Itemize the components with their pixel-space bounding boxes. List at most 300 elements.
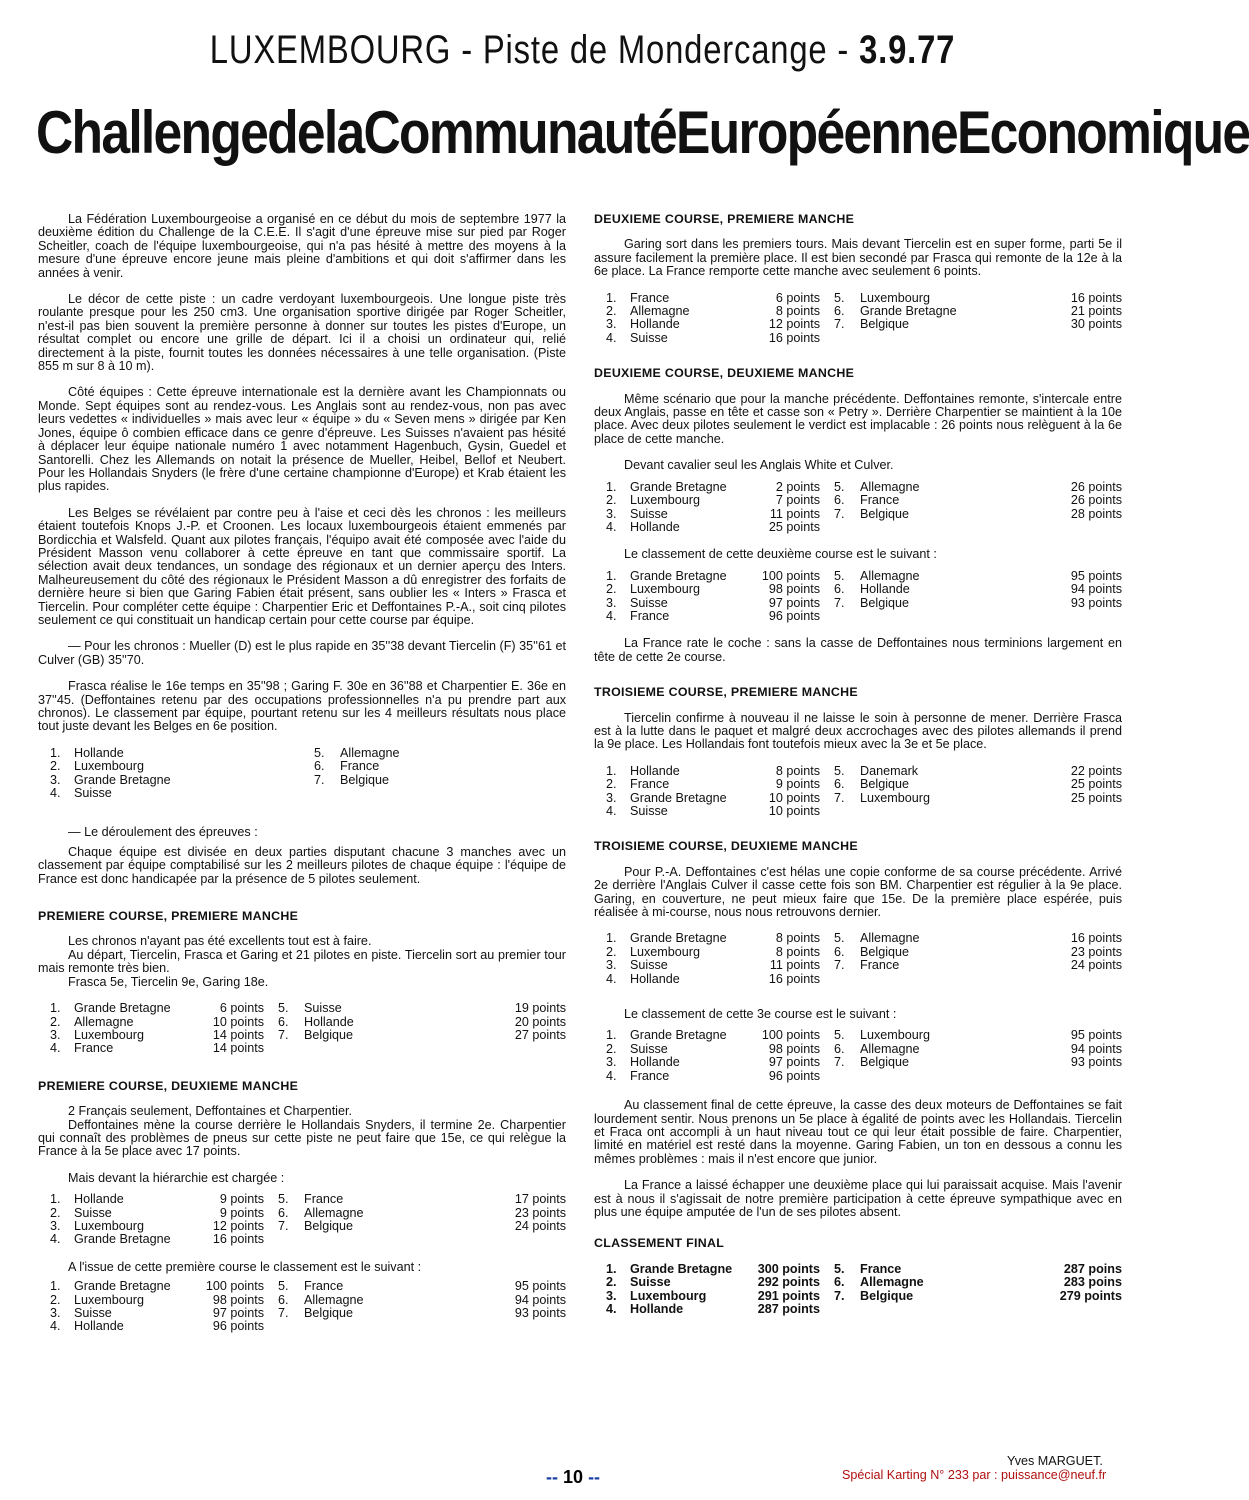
author-signature: Yves MARGUET.	[1007, 1454, 1103, 1468]
left-column	[38, 213, 566, 1348]
cell: Luxembourg	[860, 1028, 931, 1043]
cell: France	[630, 608, 670, 623]
cell: 1.	[50, 1001, 61, 1016]
cell: 100 points	[761, 1028, 820, 1043]
cell: 9 points	[219, 1192, 264, 1207]
cell: 11 points	[769, 958, 820, 973]
table-row	[594, 508, 1122, 521]
cell: 16 points	[212, 1232, 264, 1247]
results-table	[38, 1193, 566, 1247]
cell: 19 points	[514, 1001, 566, 1016]
cell: 7.	[834, 317, 845, 332]
cell: Belgique	[860, 317, 910, 332]
cell: 20 points	[514, 1014, 566, 1029]
paragraph: La Fédération Luxembourgeoise a organisé en ce début du mois de septembre 1977 la deuxième édition du Challenge de la C.E.E. Il s'agit d'une épreuve mise sur pied par Roger Scheitler, coach de l'équipe luxembourgeoise, qui n'a pas hésité à mettre des moyens à la mesure d'une épreuve encore jeune mais pleine d'ambitions et qui doit s'affirmer dans les années à venir.	[38, 212, 566, 280]
cell: 2.	[606, 582, 617, 597]
cell: Grande Bretagne	[630, 790, 727, 805]
cell: 2.	[606, 777, 617, 792]
cell: 7.	[278, 1218, 289, 1233]
results-table	[594, 570, 1122, 624]
table-row	[594, 1276, 1122, 1289]
results-table	[38, 1002, 566, 1056]
cell: 1.	[606, 568, 617, 583]
cell: 4.	[50, 1232, 61, 1247]
cell: 7.	[834, 958, 845, 973]
cell: 24 points	[1070, 958, 1122, 973]
results-table	[38, 1280, 566, 1334]
final-ranking-table	[594, 1263, 1122, 1317]
cell: Luxembourg	[74, 1218, 145, 1233]
cell: 2.	[606, 1275, 617, 1290]
results-table	[594, 292, 1122, 346]
cell: Luxembourg	[630, 582, 701, 597]
cell: Suisse	[74, 1306, 112, 1320]
paragraph: Les chronos n'ayant pas été excellents tout est à faire.	[68, 934, 372, 949]
title-word: Européenne	[675, 99, 957, 166]
cell: 8 points	[775, 931, 820, 946]
table-row	[594, 1056, 1122, 1069]
cell: 1.	[606, 763, 617, 778]
cell: 30 points	[1070, 317, 1122, 332]
paragraph: Au départ, Tiercelin, Frasca et Garing et 21 pilotes en piste. Tiercelin sort au premier tour mais remonte très bien.	[38, 947, 566, 976]
cell: 3.	[606, 1055, 617, 1070]
cell: 9 points	[219, 1205, 264, 1220]
table-row	[594, 778, 1122, 791]
results-table	[594, 765, 1122, 819]
cell: 300 points	[757, 1261, 820, 1276]
cell: Grande Bretagne	[630, 1028, 727, 1043]
cell: Luxembourg	[860, 290, 931, 305]
cell: 97 points	[768, 595, 820, 610]
cell: 1.	[606, 1028, 617, 1043]
paragraph: Le décor de cette piste : un cadre verdoyant luxembourgeois. Une longue piste très roulante presque pour les 250 cm3. Une organisation sportive dirigée par Roger Scheitler, n'est-il pas bien souvent la première personne à donner sur toutes les pistes d'Europe, un résultat complet ou encore une grille de départ. Ici il a choisi un ordinateur qui, relié directement à la piste, fournit toutes les données nécessaires à une telle organisation. (Piste 855 m sur 8 à 10 m).	[38, 292, 566, 374]
cell: 12 points	[212, 1218, 264, 1233]
cell: 8 points	[775, 304, 820, 319]
cell: 10 points	[212, 1014, 264, 1029]
title-word: Communauté	[363, 99, 676, 166]
header-date: 3.9.77	[859, 28, 956, 72]
cell: Luxembourg	[630, 493, 701, 508]
cell: 21 points	[1070, 304, 1122, 319]
cell: 95 points	[1070, 1028, 1122, 1043]
table-row	[594, 805, 1122, 818]
cell: 6.	[834, 777, 845, 792]
cell: 9 points	[775, 777, 820, 792]
cell: 97 points	[768, 1055, 820, 1070]
cell: France	[304, 1279, 344, 1294]
cell: 2.	[606, 1041, 617, 1056]
cell: Grande Bretagne	[630, 479, 727, 494]
paragraph: Le classement de cette deuxième course est le suivant :	[624, 547, 937, 562]
cell: France	[74, 1041, 114, 1056]
cell: 26 points	[1070, 479, 1122, 494]
paragraph: Même scénario que pour la manche précédente. Deffontaines remonte, s'intercale entre deux Anglais, passe en tête et casse son « Petry ». Derrière Charpentier se maintient à la 10e place. Avec deux pilotes seulement le verdict est implacable : 26 points nous relèguent à la 6e place de cette manche.	[594, 391, 1122, 446]
cell: 3.	[50, 1306, 61, 1320]
cell: Grande Bretagne	[74, 772, 171, 787]
table-row	[594, 1263, 1122, 1276]
table-row	[594, 318, 1122, 331]
paragraph: Chaque équipe est divisée en deux parties disputant chacune 3 manches avec un classement par équipe comptabilisé sur les 2 meilleurs pilotes de chaque équipe : l'équipe de France est donc handicapée par la présence de 5 pilotes seulement.	[38, 844, 566, 886]
paragraph: La France rate le coche : sans la casse de Deffontaines nous terminions largement en tête de cette 2e course.	[594, 636, 1122, 664]
page-number-dashes: --	[546, 1467, 558, 1487]
table-row	[38, 1294, 566, 1307]
cell: Belgique	[860, 944, 910, 959]
table-row	[38, 760, 566, 773]
cell: 7 points	[775, 493, 820, 508]
cell: 96 points	[768, 608, 820, 623]
cell: 6 points	[219, 1001, 264, 1016]
table-row	[594, 1043, 1122, 1056]
table-row	[38, 1307, 566, 1320]
cell: France	[860, 958, 900, 973]
cell: Allemagne	[860, 479, 920, 494]
cell: 3.	[50, 1218, 61, 1233]
table-row	[594, 1290, 1122, 1303]
cell: Danemark	[860, 763, 919, 778]
table-row	[594, 1070, 1122, 1083]
cell: Grande Bretagne	[74, 1279, 171, 1294]
cell: 94 points	[1070, 582, 1122, 597]
cell: 17 points	[514, 1192, 566, 1207]
section-heading: PREMIERE COURSE, PREMIERE MANCHE	[38, 909, 299, 924]
cell: 7.	[834, 506, 845, 521]
cell: France	[860, 493, 900, 508]
cell: 94 points	[514, 1292, 566, 1307]
header-location: LUXEMBOURG - Piste de Mondercange -	[209, 28, 850, 72]
cell: 22 points	[1070, 763, 1122, 778]
paragraph: — Pour les chronos : Mueller (D) est le plus rapide en 35''38 devant Tiercelin (F) 35''61 et Culver (GB) 35''70.	[38, 639, 566, 667]
chrono-ranking-table	[38, 747, 566, 801]
page-number-value: 10	[563, 1467, 584, 1487]
cell: Hollande	[630, 1301, 684, 1316]
paragraph: Tiercelin confirme à nouveau il ne laisse le soin à personne de mener. Derrière Frasca est à la lutte dans le paquet et malgré deux accrochages avec des pilotes allemands il prend la 9e place. Les Hollandais font toutefois mieux avec la 3e et 5e place.	[594, 710, 1122, 752]
cell: 28 points	[1070, 506, 1122, 521]
table-row	[594, 481, 1122, 494]
cell: Hollande	[304, 1014, 354, 1029]
cell: 14 points	[212, 1027, 264, 1042]
cell: Grande Bretagne	[630, 1261, 733, 1276]
table-row	[38, 1320, 566, 1333]
cell: 8 points	[775, 944, 820, 959]
cell: Suisse	[630, 958, 668, 973]
cell: 95 points	[1070, 568, 1122, 583]
table-row	[594, 959, 1122, 972]
paragraph: Côté équipes : Cette épreuve internationale est la dernière avant les Championnats ou Monde. Sept équipes sont au rendez-vous. Les Anglais sont au rendez-vous, non pas avec leurs vedettes « individuelles » mais avec leur « équipe » du « Seven mens » dirigée par Ken Jones, équipe ô combien efficace dans ce genre d'épreuve. Les Suisses n'avaient pas hésité à déplacer leur équipe nationale numéro 1 avec notamment Hagenbuch, Gysin, Guedel et Santorelli. Chez les Allemands on notait la présence de Mueller, Heibel, Bellof et Neubert. Pour les Hollandais Snyders (le frère d'une certaine championne d'Europe) et Krab étaient les plus rapides.	[38, 385, 566, 494]
cell: 1.	[606, 1261, 617, 1276]
cell: 25 points	[1070, 790, 1122, 805]
cell: 3.	[606, 595, 617, 610]
cell: 4.	[50, 786, 61, 801]
cell: 5.	[834, 568, 845, 583]
cell: 12 points	[768, 317, 820, 332]
cell: 98 points	[768, 1041, 820, 1056]
cell: Allemagne	[304, 1292, 364, 1307]
cell: 4.	[606, 1068, 617, 1083]
cell: 4.	[606, 330, 617, 345]
cell: Suisse	[74, 1205, 112, 1220]
page-number	[546, 1467, 600, 1488]
cell: Belgique	[860, 1055, 910, 1070]
cell: 4.	[606, 519, 617, 534]
cell: Allemagne	[304, 1205, 364, 1220]
table-row	[594, 305, 1122, 318]
page-header	[105, 28, 1060, 73]
table-row	[594, 292, 1122, 305]
cell: 291 points	[757, 1288, 820, 1303]
paragraph: Frasca 5e, Tiercelin 9e, Garing 18e.	[68, 974, 269, 989]
cell: France	[304, 1192, 344, 1207]
cell: 95 points	[514, 1279, 566, 1294]
cell: 283 poins	[1063, 1275, 1122, 1290]
cell: Hollande	[630, 971, 680, 986]
cell: 3.	[606, 790, 617, 805]
table-row	[38, 1207, 566, 1220]
cell: 16 points	[1070, 931, 1122, 946]
cell: Belgique	[860, 506, 910, 521]
cell: 5.	[834, 1028, 845, 1043]
section-heading: TROISIEME COURSE, PREMIERE MANCHE	[594, 685, 858, 700]
cell: Allemagne	[74, 1014, 134, 1029]
cell: Belgique	[340, 772, 390, 787]
table-row	[594, 570, 1122, 583]
cell: 5.	[834, 931, 845, 946]
cell: 2 points	[775, 479, 820, 494]
cell: 4.	[606, 1301, 617, 1316]
cell: Belgique	[304, 1218, 354, 1233]
cell: 1.	[606, 290, 617, 305]
paragraph: Mais devant la hiérarchie est chargée :	[68, 1170, 285, 1185]
table-row	[594, 973, 1122, 986]
cell: 8 points	[775, 763, 820, 778]
table-row	[594, 521, 1122, 534]
cell: 100 points	[205, 1279, 264, 1294]
page-number-dashes: --	[588, 1467, 601, 1487]
cell: 93 points	[1070, 595, 1122, 610]
cell: 3.	[50, 772, 61, 787]
cell: 93 points	[514, 1306, 566, 1320]
section-heading: DEUXIEME COURSE, DEUXIEME MANCHE	[594, 366, 855, 381]
cell: Luxembourg	[74, 1292, 145, 1307]
cell: Luxembourg	[630, 1288, 707, 1303]
cell: 3.	[606, 317, 617, 332]
cell: 287 poins	[1063, 1261, 1122, 1276]
cell: 10 points	[768, 804, 820, 818]
cell: 5.	[834, 763, 845, 778]
cell: 6.	[834, 1041, 845, 1056]
cell: 25 points	[1070, 777, 1122, 792]
cell: 6 points	[775, 290, 820, 305]
paragraph: Les Belges se révélaient par contre peu à l'aise et ceci dès les chronos : les meilleurs étaient toutefois Knops J.-P. et Croonen. Les locaux luxembourgeois étaient emmenés par Bordicchia et Walsfeld. Quant aux pilotes français, l'équipo avait été composée avec l'aide du Président Masson venu collaborer à cette épreuve en tant que commissaire sportif. La sélection avait deux tendances, un sondage des régionaux et un dernier aperçu des Inters. Malheureusement du côté des régionaux le Président Masson a dû enregistrer des forfaits de dernière heure si bien que Garing Fabien était présent, sans oublier les « Inters » Frasca et Tiercelin. Pour compléter cette équipe : Charpentier Eric et Deffontaines P.-A., soit cinq pilotes seulement ce qui constituait un handicap certain pour cette course par équipe.	[38, 505, 566, 627]
cell: 7.	[834, 1288, 845, 1303]
cell: 7.	[834, 790, 845, 805]
cell: Suisse	[630, 1275, 671, 1290]
cell: 24 points	[514, 1218, 566, 1233]
cell: Hollande	[630, 519, 680, 534]
cell: Grande Bretagne	[860, 304, 957, 319]
results-table	[594, 932, 1122, 986]
cell: Hollande	[74, 1319, 124, 1334]
cell: Allemagne	[630, 304, 690, 319]
section-heading: TROISIEME COURSE, DEUXIEME MANCHE	[594, 839, 858, 854]
cell: Suisse	[630, 595, 668, 610]
cell: 4.	[50, 1319, 61, 1334]
paragraph: Frasca réalise le 16e temps en 35''98 ; Garing F. 30e en 36''88 et Charpentier E. 36e en 37''45. (Deffontaines retenu par des occupations professionnelles n'a pu prendre part aux chronos). Le classement par équipe, pourtant retenu sur les 4 meilleurs résultats nous place tout juste devant les Belges en 6e position.	[38, 679, 566, 734]
cell: Grande Bretagne	[630, 568, 727, 583]
cell: 1.	[606, 479, 617, 494]
right-column	[594, 213, 1122, 1330]
cell: 97 points	[212, 1306, 264, 1320]
cell: Suisse	[630, 506, 668, 521]
title-word: Economique	[956, 99, 1249, 166]
cell: Suisse	[630, 330, 668, 345]
table-row	[594, 332, 1122, 345]
cell: 27 points	[514, 1027, 566, 1042]
cell: 23 points	[1070, 944, 1122, 959]
cell: 7.	[834, 1055, 845, 1070]
cell: 96 points	[768, 1068, 820, 1083]
results-table	[594, 1029, 1122, 1083]
paragraph: La France a laissé échapper une deuxième place qui lui paraissait acquise. Mais l'avenir est à nous il s'agissait de notre première participation à cette épreuve sympathique avec en plus une équipe amputée de l'un de ses pilotes absent.	[594, 1178, 1122, 1219]
cell: 93 points	[1070, 1055, 1122, 1070]
table-row	[38, 1016, 566, 1029]
cell: France	[630, 777, 670, 792]
paragraph: — Le déroulement des épreuves :	[68, 825, 258, 840]
table-row	[38, 1233, 566, 1246]
table-row	[594, 932, 1122, 945]
cell: Hollande	[74, 745, 124, 760]
cell: 14 points	[212, 1041, 264, 1056]
paragraph: A l'issue de cette première course le classement est le suivant :	[68, 1259, 422, 1274]
section-heading: DEUXIEME COURSE, PREMIERE MANCHE	[594, 212, 855, 226]
article-title	[36, 98, 1249, 168]
cell: Hollande	[630, 317, 680, 332]
cell: 98 points	[768, 582, 820, 597]
cell: Allemagne	[340, 745, 400, 760]
cell: 6.	[278, 1014, 289, 1029]
cell: Suisse	[304, 1001, 342, 1016]
cell: 5.	[278, 1001, 289, 1016]
table-row	[38, 747, 566, 760]
cell: 1.	[50, 745, 61, 760]
cell: Suisse	[74, 786, 112, 801]
table-row	[594, 597, 1122, 610]
cell: 16 points	[768, 971, 820, 986]
cell: France	[630, 1068, 670, 1083]
table-row	[38, 1280, 566, 1293]
table-row	[38, 1220, 566, 1233]
cell: 5.	[834, 290, 845, 305]
cell: Hollande	[630, 763, 680, 778]
results-table	[594, 481, 1122, 535]
cell: 94 points	[1070, 1041, 1122, 1056]
cell: 7.	[834, 595, 845, 610]
cell: 7.	[314, 772, 325, 787]
cell: 5.	[278, 1192, 289, 1207]
table-row	[38, 1042, 566, 1055]
cell: 3.	[606, 958, 617, 973]
paragraph: Garing sort dans les premiers tours. Mais devant Tiercelin est en super forme, parti 5e il assure facilement la première place. Il est bien secondé par Frasca qui remonte de la 12e à la 6e place. La France remporte cette manche avec seulement 6 points.	[594, 237, 1122, 279]
cell: 4.	[606, 804, 617, 818]
cell: 26 points	[1070, 493, 1122, 508]
cell: 3.	[606, 1288, 617, 1303]
cell: 6.	[278, 1292, 289, 1307]
cell: 6.	[834, 1275, 845, 1290]
section-heading: PREMIERE COURSE, DEUXIEME MANCHE	[38, 1078, 299, 1093]
cell: Allemagne	[860, 931, 920, 946]
table-row	[594, 494, 1122, 507]
cell: 100 points	[761, 568, 820, 583]
cell: Hollande	[630, 1055, 680, 1070]
cell: Hollande	[860, 582, 910, 597]
cell: Belgique	[860, 1288, 914, 1303]
cell: 2.	[50, 759, 61, 774]
table-row	[38, 1002, 566, 1015]
cell: 2.	[50, 1014, 61, 1029]
table-row	[38, 787, 566, 800]
table-row	[38, 774, 566, 787]
cell: 96 points	[212, 1319, 264, 1334]
cell: France	[630, 290, 670, 305]
cell: Belgique	[860, 777, 910, 792]
cell: 10 points	[768, 790, 820, 805]
title-word: la	[323, 99, 364, 166]
cell: 11 points	[769, 506, 820, 521]
table-row	[594, 583, 1122, 596]
cell: 7.	[278, 1027, 289, 1042]
cell: 4.	[606, 971, 617, 986]
section-heading: CLASSEMENT FINAL	[594, 1236, 725, 1251]
paragraph: 2 Français seulement, Deffontaines et Charpentier.	[68, 1104, 352, 1119]
cell: Luxembourg	[74, 1027, 145, 1042]
table-row	[594, 1303, 1122, 1316]
cell: 5.	[314, 745, 325, 760]
cell: 6.	[278, 1205, 289, 1220]
cell: Allemagne	[860, 568, 920, 583]
cell: 3.	[50, 1027, 61, 1042]
cell: Belgique	[304, 1027, 354, 1042]
cell: 4.	[606, 608, 617, 623]
cell: Grande Bretagne	[630, 931, 727, 946]
cell: Grande Bretagne	[74, 1001, 171, 1016]
paragraph: Le classement de cette 3e course est le suivant :	[624, 1007, 897, 1022]
table-row	[38, 1029, 566, 1042]
cell: 6.	[834, 304, 845, 319]
cell: 7.	[278, 1306, 289, 1320]
cell: Suisse	[630, 804, 668, 818]
cell: 1.	[606, 931, 617, 946]
cell: Grande Bretagne	[74, 1232, 171, 1247]
cell: 5.	[834, 479, 845, 494]
cell: Hollande	[74, 1192, 124, 1207]
cell: 1.	[50, 1192, 61, 1207]
cell: Luxembourg	[860, 790, 931, 805]
cell: 16 points	[1070, 290, 1122, 305]
cell: 6.	[314, 759, 325, 774]
table-row	[594, 792, 1122, 805]
cell: 4.	[50, 1041, 61, 1056]
table-row	[594, 1029, 1122, 1042]
cell: Allemagne	[860, 1275, 924, 1290]
paragraph: Deffontaines mène la course derrière le Hollandais Snyders, il termine 2e. Charpentier qui connaît des problèmes de pneus sur cette piste ne peut faire que 15e, ce qui relègue la France à la 5e place avec 17 points.	[38, 1117, 566, 1159]
cell: 2.	[606, 493, 617, 508]
cell: 6.	[834, 582, 845, 597]
table-row	[594, 946, 1122, 959]
cell: 287 points	[757, 1301, 820, 1316]
cell: 2.	[606, 304, 617, 319]
cell: 1.	[50, 1279, 61, 1294]
cell: 2.	[606, 944, 617, 959]
cell: 2.	[50, 1205, 61, 1220]
